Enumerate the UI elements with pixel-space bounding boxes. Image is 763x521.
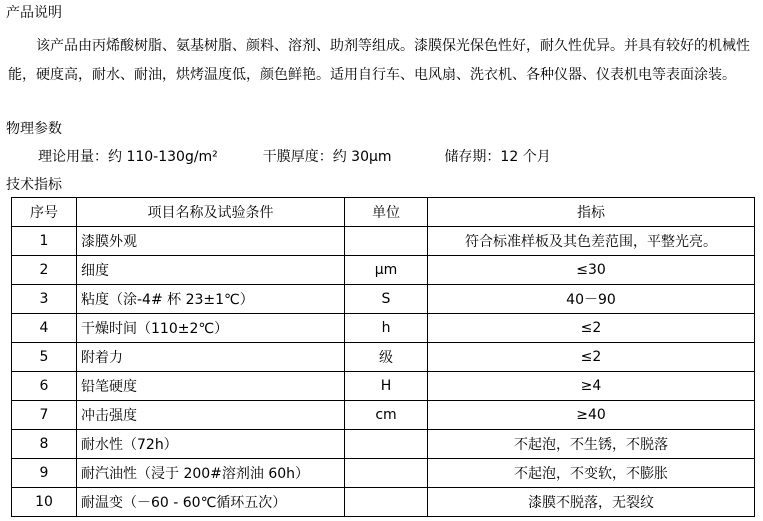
table-row [12, 227, 755, 256]
table-row [12, 256, 755, 285]
header-index: 序号 [12, 198, 77, 227]
cell-unit: h [345, 314, 428, 343]
cell-item: 耐汽油性（浸于 200#溶剂油 60h） [77, 459, 345, 488]
cell-unit [345, 227, 428, 256]
cell-index: 6 [12, 372, 77, 401]
cell-spec: ≥40 [428, 401, 755, 430]
cell-index: 3 [12, 285, 77, 314]
cell-spec: 漆膜不脱落，无裂纹 [428, 488, 755, 517]
table-row [12, 343, 755, 372]
table-row [12, 285, 755, 314]
cell-item: 细度 [77, 256, 345, 285]
cell-unit: μm [345, 256, 428, 285]
cell-spec: ≤30 [428, 256, 755, 285]
cell-spec: ≥4 [428, 372, 755, 401]
cell-item: 粘度（涂-4# 杯 23±1℃） [77, 285, 345, 314]
cell-item: 耐水性（72h） [77, 430, 345, 459]
cell-item: 漆膜外观 [77, 227, 345, 256]
table-row [12, 488, 755, 517]
cell-item: 干燥时间（110±2℃） [77, 314, 345, 343]
table-row [12, 459, 755, 488]
section-title-physical-parameters: 物理参数 [6, 121, 62, 137]
cell-item: 附着力 [77, 343, 345, 372]
cell-index: 9 [12, 459, 77, 488]
spec-table [11, 197, 755, 517]
cell-item: 冲击强度 [77, 401, 345, 430]
cell-item: 铅笔硬度 [77, 372, 345, 401]
cell-unit [345, 459, 428, 488]
param-usage: 理论用量：约 110-130g/m² [38, 149, 218, 165]
header-spec: 指标 [428, 198, 755, 227]
cell-index: 5 [12, 343, 77, 372]
cell-unit: 级 [345, 343, 428, 372]
cell-index: 4 [12, 314, 77, 343]
cell-spec: ≤2 [428, 343, 755, 372]
section-title-product-description: 产品说明 [6, 5, 62, 21]
cell-spec: 40－90 [428, 285, 755, 314]
header-unit: 单位 [345, 198, 428, 227]
cell-item: 耐温变（－60 - 60℃循环五次） [77, 488, 345, 517]
cell-unit: S [345, 285, 428, 314]
section-title-technical-specs: 技术指标 [6, 177, 62, 193]
cell-index: 1 [12, 227, 77, 256]
cell-unit: cm [345, 401, 428, 430]
param-storage: 储存期：12 个月 [444, 149, 551, 165]
cell-unit [345, 488, 428, 517]
cell-spec: ≤2 [428, 314, 755, 343]
header-item: 项目名称及试验条件 [77, 198, 345, 227]
cell-unit: H [345, 372, 428, 401]
table-row [12, 401, 755, 430]
cell-spec: 符合标准样板及其色差范围，平整光亮。 [428, 227, 755, 256]
table-row [12, 372, 755, 401]
table-header-row [12, 198, 755, 227]
cell-index: 2 [12, 256, 77, 285]
cell-index: 10 [12, 488, 77, 517]
cell-index: 7 [12, 401, 77, 430]
physical-parameters [38, 146, 551, 166]
table-row [12, 430, 755, 459]
param-thickness: 干膜厚度：约 30μm [262, 149, 392, 165]
cell-index: 8 [12, 430, 77, 459]
product-description-text: 该产品由丙烯酸树脂、氨基树脂、颜料、溶剂、助剂等组成。漆膜保光保色性好，耐久性优异。并具有较好的机械性能，硬度高，耐水、耐油，烘烤温度低，颜色鲜艳。适用自行车、电风扇、洗衣机、各种仪器、仪表机电等表面涂装。 [8, 38, 750, 83]
cell-unit [345, 430, 428, 459]
cell-spec: 不起泡，不变软，不膨胀 [428, 459, 755, 488]
cell-spec: 不起泡，不生锈，不脱落 [428, 430, 755, 459]
table-row [12, 314, 755, 343]
